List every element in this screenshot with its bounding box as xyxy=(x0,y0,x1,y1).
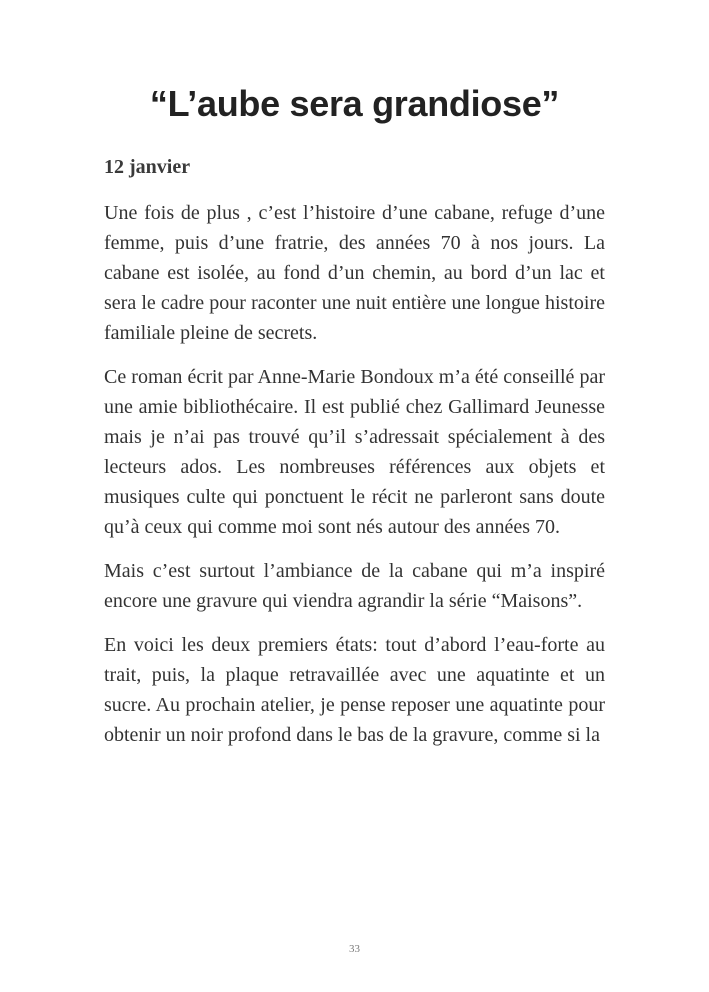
paragraph-2: Ce roman écrit par Anne-Marie Bondoux m’a été conseillé par une amie bibliothécaire. Il est publié chez Gallimard Jeunesse mais je n’ai pas trouvé qu’il s’adressait spécialement à des lecteurs ados. Les nombreuses références aux objets et musiques culte qui ponctuent le récit ne parleront sans doute qu’à ceux qui comme moi sont nés autour des années 70. xyxy=(104,366,605,538)
article-body xyxy=(104,198,605,764)
page-number: 33 xyxy=(349,943,360,955)
page-title: “L’aube sera grandiose” xyxy=(149,83,560,124)
paragraph-4: En voici les deux premiers états: tout d’abord l’eau-forte au trait, puis, la plaque retravaillée avec une aquatinte et un sucre. Au prochain atelier, je pense reposer une aquatinte pour obtenir un noir profond dans le bas de la gravure, comme si la xyxy=(104,634,605,746)
paragraph-3: Mais c’est surtout l’ambiance de la cabane qui m’a inspiré encore une gravure qui viendra agrandir la série “Maisons”. xyxy=(104,560,605,612)
paragraph-1: Une fois de plus , c’est l’histoire d’une cabane, refuge d’une femme, puis d’une fratrie, des années 70 à nos jours. La cabane est isolée, au fond d’un chemin, au bord d’un lac et sera le cadre pour raconter une nuit entière une longue histoire familiale pleine de secrets. xyxy=(104,202,605,344)
entry-date: 12 janvier xyxy=(104,156,191,178)
